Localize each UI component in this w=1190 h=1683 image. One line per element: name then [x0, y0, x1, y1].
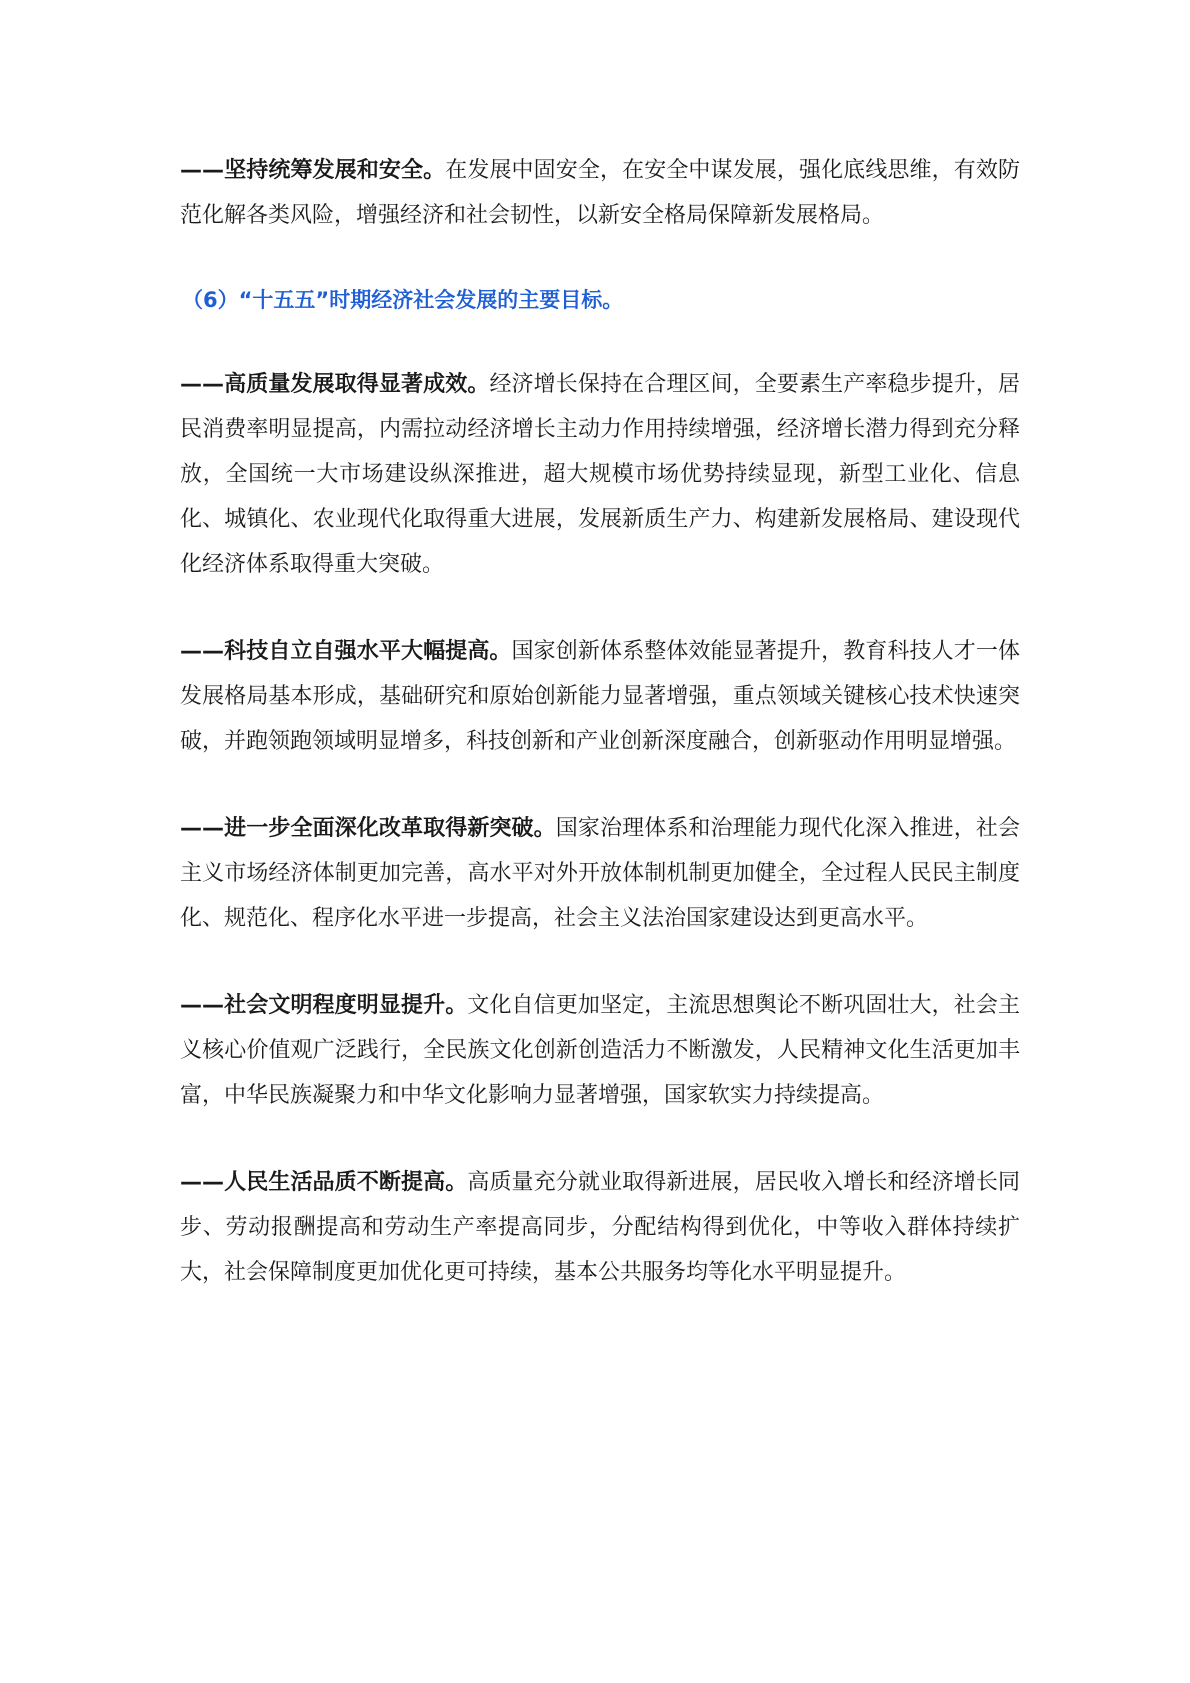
paragraph-body: 国家创新体系整体效能显著提升，教育科技人才一体发展格局基本形成，基础研究和原始创新能力显著增强，重点领域关键核心技术快速突破，并跑领跑领域明显增多，科技创新和产业创新深度融合，创新驱动作用明显增强。 — [180, 639, 1020, 754]
paragraph-body: 文化自信更加坚定，主流思想舆论不断巩固壮大，社会主义核心价值观广泛践行，全民族文化创新创造活力不断激发，人民精神文化生活更加丰富，中华民族凝聚力和中华文化影响力显著增强，国家软实力持续提高。 — [180, 993, 1020, 1108]
paragraph-lead: ——坚持统筹发展和安全。 — [180, 158, 446, 183]
paragraph-lead: ——高质量发展取得显著成效。 — [180, 372, 490, 397]
paragraph-living-quality — [180, 1160, 1020, 1295]
paragraph-social-civilization — [180, 983, 1020, 1118]
paragraph-lead: ——科技自立自强水平大幅提高。 — [180, 639, 512, 664]
paragraph-security — [180, 148, 1020, 238]
paragraph-body: 国家治理体系和治理能力现代化深入推进，社会主义市场经济体制更加完善，高水平对外开放体制机制更加健全，全过程人民民主制度化、规范化、程序化水平进一步提高，社会主义法治国家建设达到更高水平。 — [180, 816, 1020, 931]
paragraph-deepening-reform — [180, 806, 1020, 941]
paragraph-lead: ——进一步全面深化改革取得新突破。 — [180, 816, 556, 841]
document-page — [180, 148, 1020, 1295]
section-heading: （6）“十五五”时期经济社会发展的主要目标。 — [182, 288, 624, 312]
paragraph-body: 在发展中固安全，在安全中谋发展，强化底线思维，有效防范化解各类风险，增强经济和社会韧性，以新安全格局保障新发展格局。 — [180, 158, 1020, 228]
paragraph-lead: ——社会文明程度明显提升。 — [180, 993, 468, 1018]
paragraph-body: 高质量充分就业取得新进展，居民收入增长和经济增长同步、劳动报酬提高和劳动生产率提高同步，分配结构得到优化，中等收入群体持续扩大，社会保障制度更加优化更可持续，基本公共服务均等化水平明显提升。 — [180, 1170, 1020, 1285]
paragraph-lead: ——人民生活品质不断提高。 — [180, 1170, 468, 1195]
paragraph-high-quality-development — [180, 362, 1020, 587]
paragraph-body: 经济增长保持在合理区间，全要素生产率稳步提升，居民消费率明显提高，内需拉动经济增长主动力作用持续增强，经济增长潜力得到充分释放，全国统一大市场建设纵深推进，超大规模市场优势持续显现，新型工业化、信息化、城镇化、农业现代化取得重大进展，发展新质生产力、构建新发展格局、建设现代化经济体系取得重大突破。 — [180, 372, 1020, 577]
paragraph-science-technology — [180, 629, 1020, 764]
